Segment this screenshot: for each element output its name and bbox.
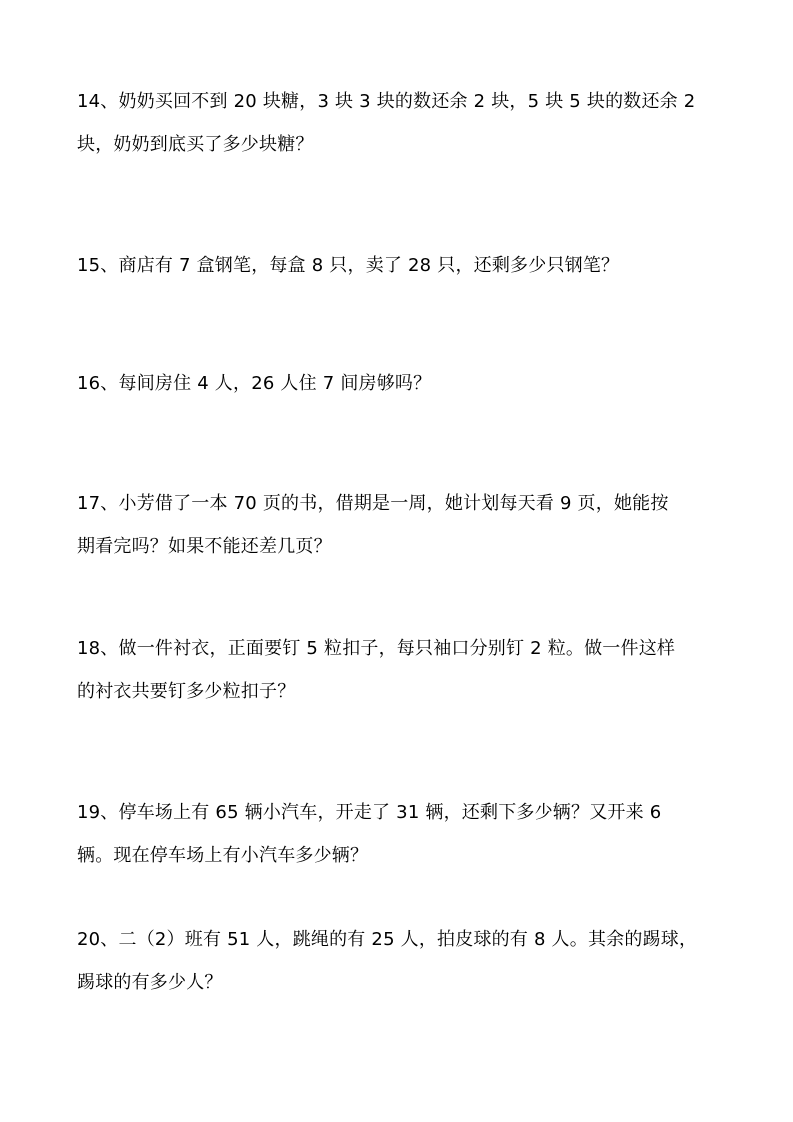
problem-20-line-1: 20、二（2）班有 51 人，跳绳的有 25 人，拍皮球的有 8 人。其余的踢球， (77, 929, 698, 950)
problem-16-line-1: 16、每间房住 4 人，26 人住 7 间房够吗？ (77, 373, 432, 394)
problem-14-line-1: 14、奶奶买回不到 20 块糖，3 块 3 块的数还余 2 块，5 块 5 块的数还余 2 (77, 91, 696, 112)
problem-14 (77, 80, 722, 166)
problem-17-line-1: 17、小芳借了一本 70 页的书，借期是一周，她计划每天看 9 页，她能按 (77, 493, 669, 514)
problem-15 (77, 244, 722, 287)
problem-18-line-1: 18、做一件衬衣，正面要钉 5 粒扣子，每只袖口分别钉 2 粒。做一件这样 (77, 638, 676, 659)
problem-15-line-1: 15、商店有 7 盒钢笔，每盒 8 只，卖了 28 只，还剩多少只钢笔？ (77, 255, 620, 276)
problem-19-line-2: 辆。现在停车场上有小汽车多少辆？ (77, 845, 369, 866)
problem-19 (77, 791, 722, 877)
problem-20 (77, 918, 722, 1004)
problem-17 (77, 482, 722, 568)
problem-19-line-1: 19、停车场上有 65 辆小汽车，开走了 31 辆，还剩下多少辆？又开来 6 (77, 802, 662, 823)
problem-17-line-2: 期看完吗？如果不能还差几页？ (77, 536, 332, 557)
problem-18 (77, 627, 722, 713)
problem-16 (77, 362, 722, 405)
problem-20-line-2: 踢球的有多少人？ (77, 972, 223, 993)
problem-18-line-2: 的衬衣共要钉多少粒扣子？ (77, 681, 296, 702)
problem-14-line-2: 块，奶奶到底买了多少块糖？ (77, 134, 314, 155)
